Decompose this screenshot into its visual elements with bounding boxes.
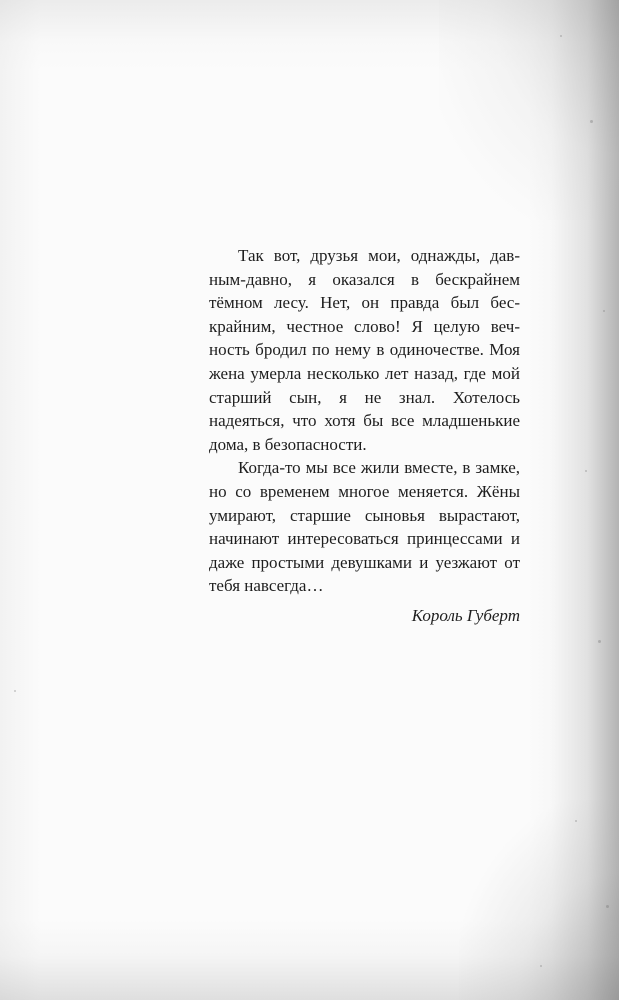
page-corner-wear-top-right <box>439 0 619 220</box>
page-edge-wear-top <box>0 0 619 70</box>
paper-speck <box>585 470 587 472</box>
paper-speck <box>603 310 605 312</box>
paper-speck <box>560 35 562 37</box>
page-edge-wear-right <box>529 0 619 1000</box>
paper-speck <box>590 120 593 123</box>
paper-speck <box>606 905 609 908</box>
paper-speck <box>540 965 542 967</box>
signature-author: Король Губерт <box>411 605 520 625</box>
paper-speck <box>575 820 577 822</box>
page-edge-wear-left <box>0 0 40 1000</box>
epigraph-text <box>209 244 520 628</box>
paper-speck <box>14 690 16 692</box>
paper-speck <box>598 640 601 643</box>
page-edge-wear-bottom <box>0 920 619 1000</box>
paragraph-2: Когда-то мы все жили вместе, в замке, но со временем многое меняется. Жёны умирают, старшие сыновья вырастают, начинают интересоваться принцессами и даже простыми девушками и уезжают от тебя навсегда… <box>209 458 520 596</box>
page-corner-wear-bottom-right <box>459 800 619 1000</box>
paragraph-1: Так вот, друзья мои, однажды, давным-давно, я оказался в бескрайнем тёмном лесу. Нет, он правда был бескрайним, честное слово! Я целую вечность бродил по нему в одиночестве. Моя жена умерла несколько лет назад, где мой старший сын, я не знал. Хотелось надеяться, что хотя бы все младшенькие дома, в безопасности. <box>209 246 520 454</box>
